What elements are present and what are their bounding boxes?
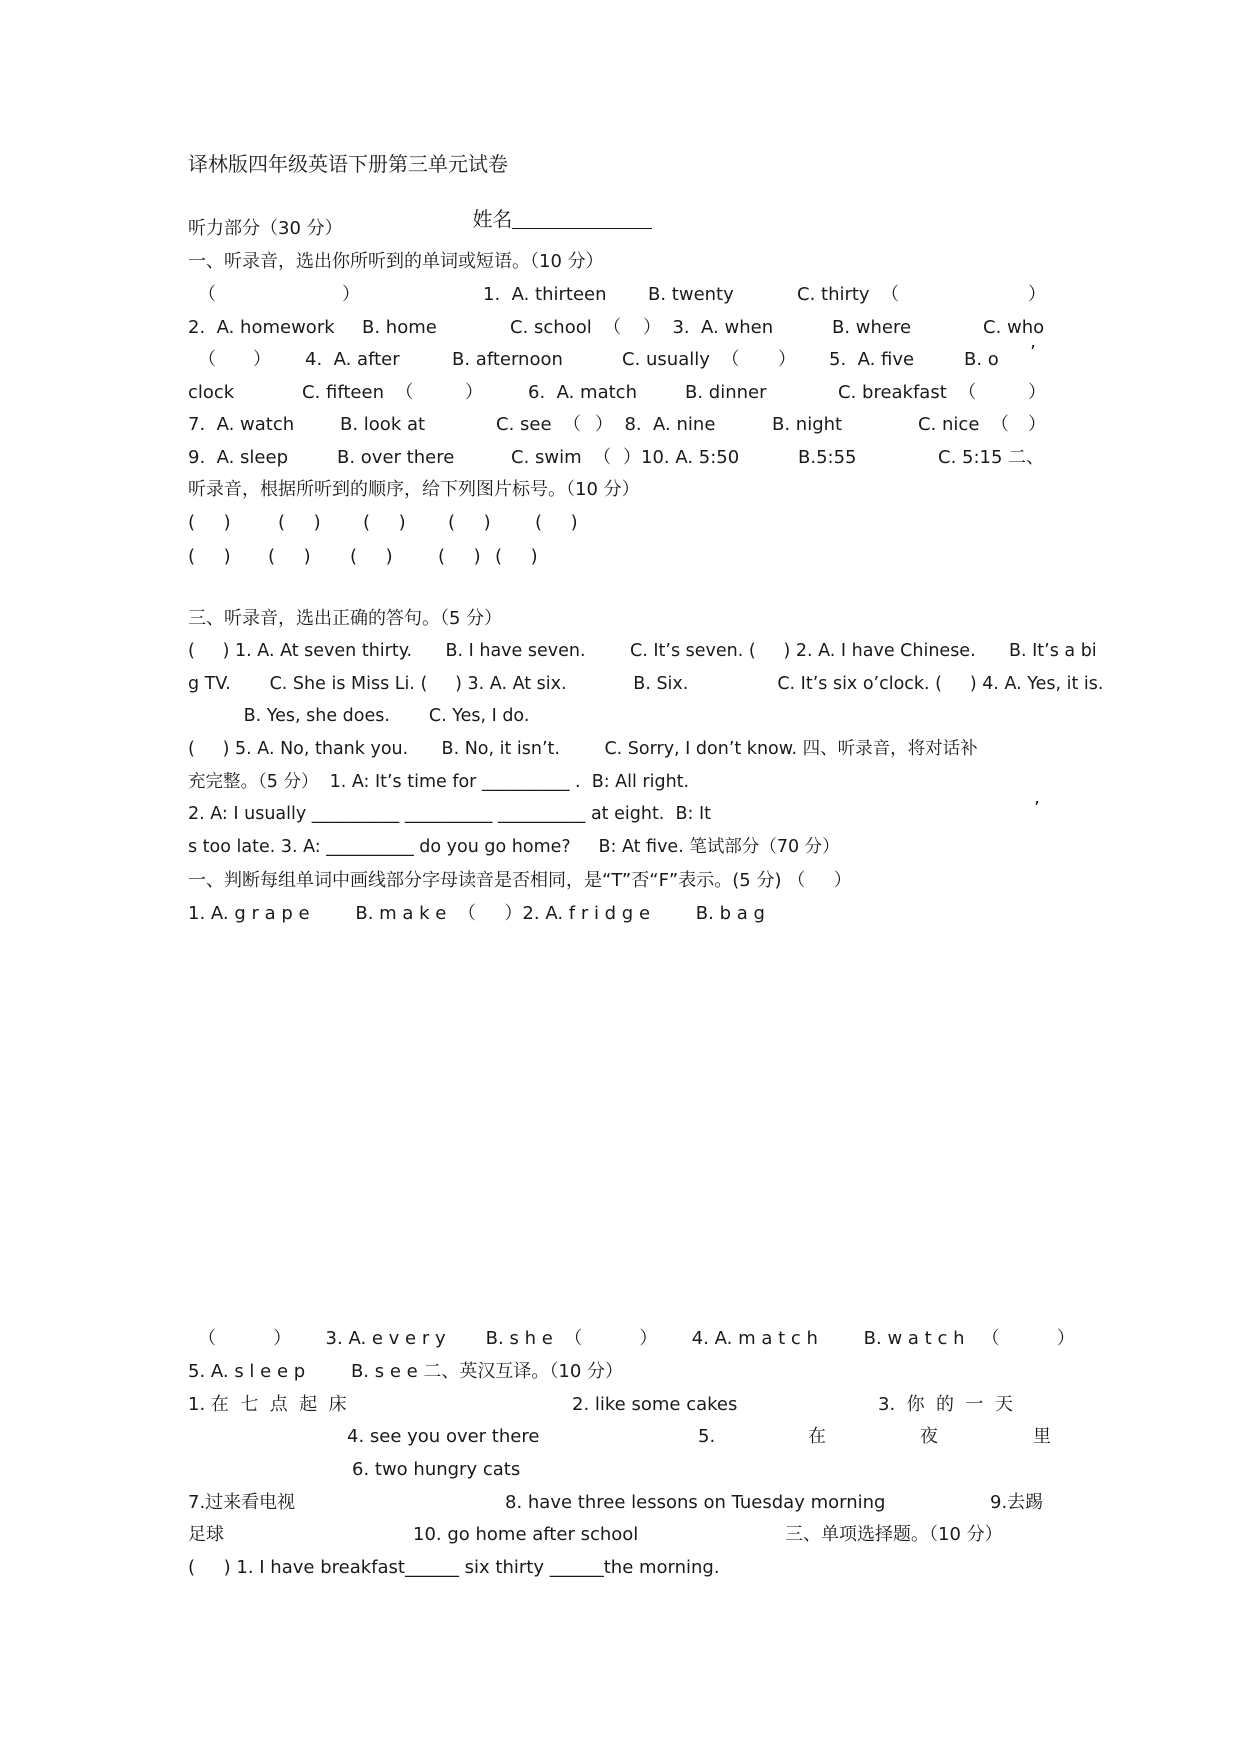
translation-item: 4. see you over there bbox=[347, 1426, 540, 1447]
picture-answer[interactable]: ( ) bbox=[188, 512, 231, 533]
translation-item: 在 bbox=[808, 1426, 826, 1447]
q10-option-a: ）10. A. 5:50 bbox=[623, 447, 740, 468]
picture-answer[interactable]: ( ) bbox=[495, 546, 538, 567]
picture-answer[interactable]: ( ) bbox=[188, 546, 231, 567]
part3-line: ( ) 1. A. At seven thirty. B. I have seven. C. It’s seven. ( ) 2. A. I have Chinese. B. It’s a bi bbox=[188, 641, 1097, 661]
exam-title: 译林版四年级英语下册第三单元试卷 bbox=[188, 152, 508, 176]
paren-close: ） bbox=[1028, 284, 1046, 305]
paren-open: （ bbox=[198, 284, 216, 305]
translation-item: 3. 你 的 一 天 bbox=[878, 1394, 1013, 1415]
part2-heading: 听录音，根据所听到的顺序，给下列图片标号。（10 分） bbox=[188, 479, 640, 500]
picture-answer[interactable]: ( ) bbox=[448, 512, 491, 533]
written-part1-line: 5. A. s l e e p B. s e e 二、英汉互译。（10 分） bbox=[188, 1361, 624, 1382]
paren-close: ） bbox=[465, 382, 483, 403]
translation-item: 2. like some cakes bbox=[572, 1394, 738, 1415]
translation-item: 7.过来看电视 bbox=[188, 1492, 296, 1513]
listening-heading: 听力部分（30 分） bbox=[188, 218, 343, 239]
q9-option-c: C. swim （ bbox=[511, 447, 612, 468]
q3-option-c: C. who bbox=[983, 317, 1045, 338]
q10-option-c: C. 5:15 二、 bbox=[938, 447, 1045, 468]
q2-option-c: C. school （ bbox=[510, 317, 622, 338]
picture-answer[interactable]: ( ) bbox=[535, 512, 578, 533]
written-part1-line: 1. A. g r a p e B. m a k e （ ）2. A. f r i d g e B. b a g bbox=[188, 903, 765, 924]
q4-option-b: B. afternoon bbox=[452, 349, 563, 370]
q1-option-c: C. thirty （ bbox=[797, 284, 900, 305]
translation-item: 里 bbox=[1033, 1426, 1051, 1447]
picture-answer[interactable]: ( ) bbox=[350, 546, 393, 567]
written-part1-heading: 一、判断每组单词中画线部分字母读音是否相同，是“T”否“F”表示。(5 分) （ ） bbox=[188, 870, 852, 891]
q9-option-a: 9. A. sleep bbox=[188, 447, 289, 468]
translation-item: 10. go home after school bbox=[413, 1524, 639, 1545]
translation-item: 足球 bbox=[188, 1524, 224, 1545]
q4-option-a: 4. A. after bbox=[305, 349, 400, 370]
q10-option-b: B.5:55 bbox=[798, 447, 857, 468]
choice-question: ( ) 1. I have breakfast______ six thirty ______the morning. bbox=[188, 1557, 720, 1578]
part4-line: s too late. 3. A: __________ do you go home? B: At five. 笔试部分（70 分） bbox=[188, 837, 840, 857]
choice-heading: 三、单项选择题。（10 分） bbox=[785, 1524, 1003, 1545]
q6-option-b: B. dinner bbox=[685, 382, 767, 403]
q5-option-c: C. fifteen （ bbox=[302, 382, 414, 403]
q7-option-a: 7. A. watch bbox=[188, 414, 295, 435]
translation-item: 夜 bbox=[920, 1426, 938, 1447]
paren-close: ） bbox=[253, 349, 271, 370]
part4-line: 充完整。（5 分） 1. A: It’s time for __________ . B: All right. bbox=[188, 772, 690, 792]
q8-option-a: ） 8. A. nine bbox=[595, 414, 716, 435]
paren-close: ） bbox=[342, 284, 360, 305]
picture-answer[interactable]: ( ) bbox=[363, 512, 406, 533]
q9-option-b: B. over there bbox=[337, 447, 455, 468]
part4-line: 2. A: I usually __________ __________ __________ at eight. B: It bbox=[188, 804, 711, 824]
translation-item: 1. 在 七 点 起 床 bbox=[188, 1394, 347, 1415]
apostrophe: ’ bbox=[1030, 342, 1036, 363]
q7-option-b: B. look at bbox=[340, 414, 426, 435]
picture-answer[interactable]: ( ) bbox=[278, 512, 321, 533]
paren-close: ） bbox=[1028, 382, 1046, 403]
name-field bbox=[447, 188, 652, 249]
q3-option-b: B. where bbox=[832, 317, 912, 338]
part3-heading: 三、听录音，选出正确的答句。（5 分） bbox=[188, 608, 503, 629]
q5-option-b-cont: clock bbox=[188, 382, 235, 403]
paren-close: ） bbox=[1028, 414, 1046, 435]
q8-option-c: C. nice （ bbox=[918, 414, 1009, 435]
q4-option-c: C. usually （ bbox=[622, 349, 740, 370]
translation-item: 8. have three lessons on Tuesday morning bbox=[505, 1492, 886, 1513]
q1-option-b: B. twenty bbox=[648, 284, 734, 305]
name-blank[interactable] bbox=[512, 208, 652, 229]
q2-option-b: B. home bbox=[362, 317, 437, 338]
q5-option-a: 5. A. five bbox=[829, 349, 915, 370]
picture-answer[interactable]: ( ) bbox=[438, 546, 481, 567]
q5-option-b: B. o bbox=[964, 349, 999, 370]
q3-option-a: ） 3. A. when bbox=[643, 317, 774, 338]
part3-line: B. Yes, she does. C. Yes, I do. bbox=[188, 706, 530, 726]
translation-item: 9.去踢 bbox=[990, 1492, 1044, 1513]
paren-open: （ bbox=[198, 349, 216, 370]
q2-option-a: 2. A. homework bbox=[188, 317, 335, 338]
part1-heading: 一、听录音，选出你所听到的单词或短语。（10 分） bbox=[188, 251, 604, 272]
name-label: 姓名 bbox=[472, 207, 513, 231]
translation-item: 6. two hungry cats bbox=[352, 1459, 521, 1480]
q6-option-a: 6. A. match bbox=[528, 382, 637, 403]
paren-close: ） bbox=[778, 349, 796, 370]
part3-line: ( ) 5. A. No, thank you. B. No, it isn’t. C. Sorry, I don’t know. 四、听录音，将对话补 bbox=[188, 739, 978, 759]
q1-option-a: 1. A. thirteen bbox=[483, 284, 607, 305]
written-part1-line: （ ） 3. A. e v e r y B. s h e （ ） 4. A. m a t c h B. w a t c h （ ） bbox=[198, 1328, 1075, 1349]
q6-option-c: C. breakfast （ bbox=[838, 382, 977, 403]
q8-option-b: B. night bbox=[772, 414, 843, 435]
part3-line: g TV. C. She is Miss Li. ( ) 3. A. At six. B. Six. C. It’s six o’clock. ( ) 4. A. Yes, it is. bbox=[188, 674, 1104, 694]
apostrophe: ’ bbox=[1034, 798, 1040, 819]
translation-item: 5. bbox=[698, 1426, 716, 1447]
q7-option-c: C. see （ bbox=[496, 414, 581, 435]
picture-answer[interactable]: ( ) bbox=[268, 546, 311, 567]
